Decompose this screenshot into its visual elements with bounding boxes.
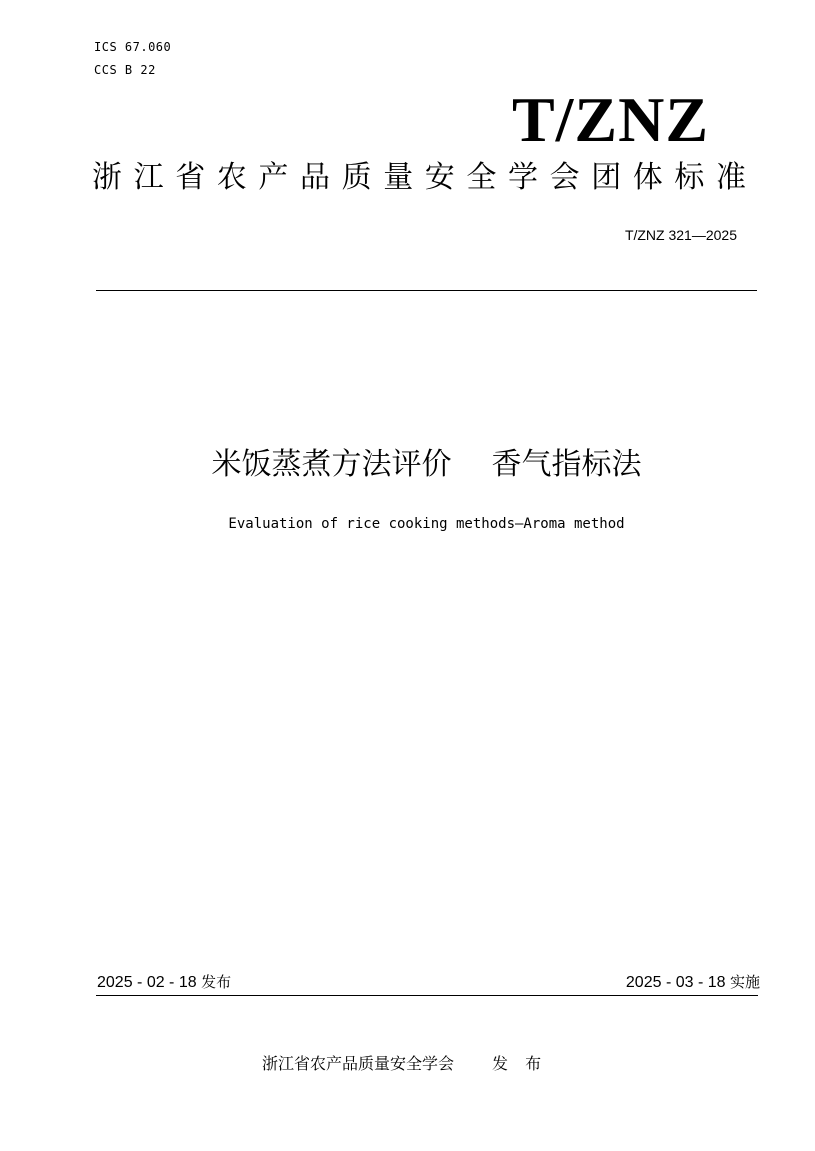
- ccs-code: CCS B 22: [94, 63, 156, 77]
- standard-number: T/ZNZ 321—2025: [624, 227, 737, 243]
- top-divider: [96, 290, 757, 291]
- ics-code: ICS 67.060: [94, 40, 172, 54]
- publisher-name: 浙江省农产品质量安全学会: [262, 1054, 455, 1073]
- issue-label: 发布: [201, 973, 232, 991]
- publish-label: 发 布: [492, 1054, 548, 1073]
- implement-label: 实施: [729, 973, 760, 991]
- organization-standard-title: 浙江省农产品质量安全学会团体标准: [92, 160, 758, 195]
- document-title-cn: [0, 443, 815, 487]
- implement-date: 2025 - 03 - 18: [625, 974, 726, 991]
- issue-date-line: [97, 972, 231, 993]
- issue-date: 2025 - 02 - 18: [97, 974, 197, 991]
- publisher-line: [262, 1053, 547, 1075]
- title-cn-main: 米饭蒸煮方法评价: [211, 447, 452, 482]
- implement-date-line: [626, 972, 760, 993]
- document-title-en: Evaluation of rice cooking methods—Aroma method: [228, 516, 625, 532]
- title-cn-sub: 香气指标法: [491, 447, 642, 482]
- bottom-divider: [96, 995, 758, 996]
- standard-logo: T/ZNZ: [511, 84, 709, 155]
